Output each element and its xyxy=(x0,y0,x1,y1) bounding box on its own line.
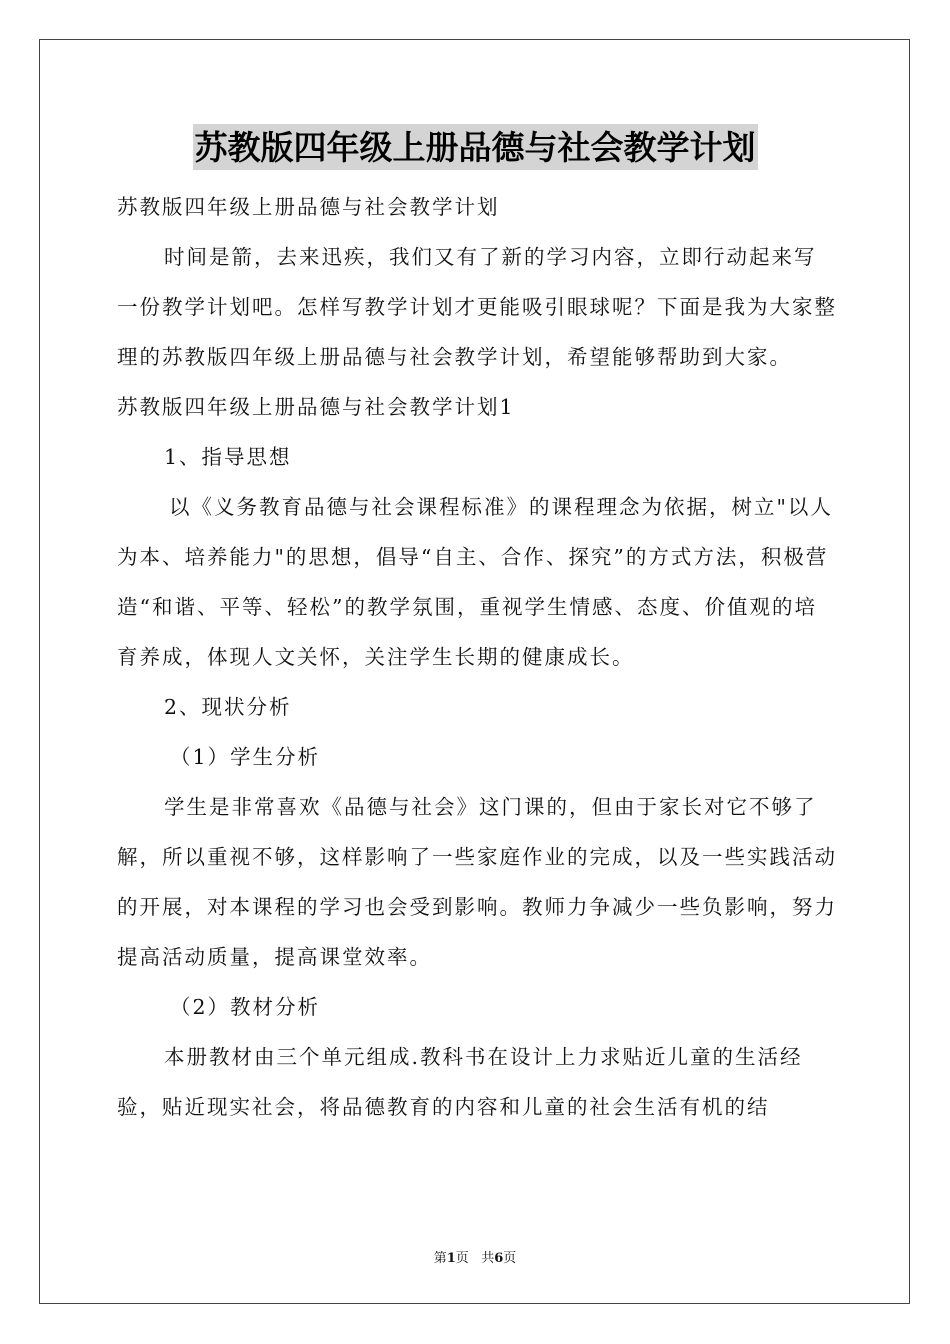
total-pages: 6 xyxy=(494,1251,504,1266)
document-body xyxy=(117,182,837,1132)
document-title: 苏教版四年级上册品德与社会教学计划 xyxy=(193,124,758,170)
student-analysis-paragraph: 学生是非常喜欢《品德与社会》这门课的，但由于家长对它不够了解，所以重视不够，这样影响了一些家庭作业的完成，以及一些实践活动的开展，对本课程的学习也会受到影响。教师力争减少一些负影响，努力提高活动质量，提高课堂效率。 xyxy=(117,795,837,969)
subtitle-paragraph: 苏教版四年级上册品德与社会教学计划 xyxy=(117,195,500,219)
page-number: 1 xyxy=(446,1251,456,1266)
title-container xyxy=(0,124,950,170)
page-prefix: 第 xyxy=(433,1251,447,1266)
guiding-thought-paragraph: 以《义务教育品德与社会课程标准》的课程理念为依据，树立"以人为本、培养能力"的思想，倡导“自主、合作、探究”的方式方法，积极营造“和谐、平等、轻松”的教学氛围，重视学生情感、态度、价值观的培育养成，体现人文关怀，关注学生长期的健康成长。 xyxy=(117,495,833,669)
heading-guiding-thought: 1、指导思想 xyxy=(164,445,292,469)
intro-paragraph: 时间是箭，去来迅疾，我们又有了新的学习内容，立即行动起来写一份教学计划吧。怎样写教学计划才更能吸引眼球呢？下面是我为大家整理的苏教版四年级上册品德与社会教学计划，希望能够帮助到大家。 xyxy=(117,245,837,369)
subheading-student-analysis: （1）学生分析 xyxy=(170,745,321,769)
page-footer xyxy=(0,1247,950,1266)
textbook-analysis-paragraph: 本册教材由三个单元组成.教科书在设计上力求贴近儿童的生活经验，贴近现实社会，将品德教育的内容和儿童的社会生活有机的结 xyxy=(117,1045,803,1119)
section-title: 苏教版四年级上册品德与社会教学计划1 xyxy=(117,395,515,419)
page-suffix: 页 xyxy=(455,1251,469,1266)
total-suffix: 页 xyxy=(503,1251,517,1266)
total-prefix: 共 xyxy=(481,1251,495,1266)
heading-situation-analysis: 2、现状分析 xyxy=(164,695,292,719)
subheading-textbook-analysis: （2）教材分析 xyxy=(170,995,321,1019)
